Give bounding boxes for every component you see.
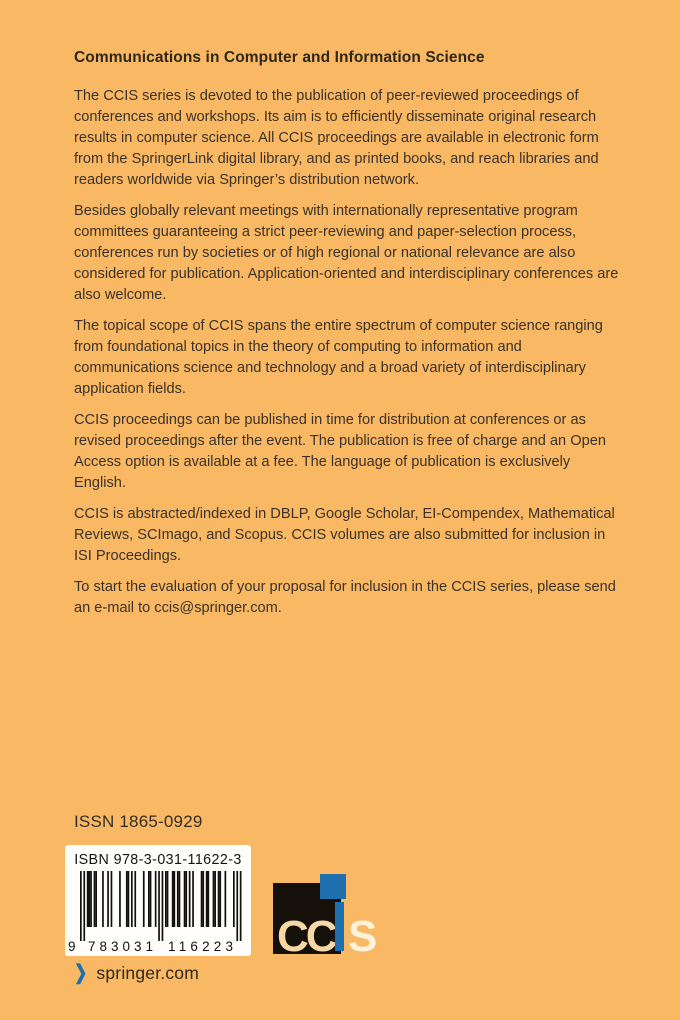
publisher-link-row bbox=[74, 963, 199, 984]
body-paragraph: The CCIS series is devoted to the publication of peer-reviewed proceedings of conferences and workshops. Its aim is to efficiently disseminate original research results in computer science. All CCIS proceedings are available in electronic form from the SpringerLink digital library, and as printed books, and reach libraries and readers worldwide via Springer’s distribution network. bbox=[74, 88, 599, 188]
svg-text:116223: 116223 bbox=[168, 939, 233, 954]
ccis-logo-letter-i-bar bbox=[335, 902, 344, 951]
body-paragraph: CCIS proceedings can be published in time for distribution at conferences or as revised proceedings after the event. The publication is free of charge and an Open Access option is available at a fee. The language of publication is exclusively English. bbox=[74, 412, 606, 491]
issn-label: ISSN 1865-0929 bbox=[74, 812, 203, 831]
blurb-text-block bbox=[74, 49, 622, 629]
series-title: Communications in Computer and Information Science bbox=[74, 49, 485, 66]
ccis-logo-letter-s: S bbox=[348, 912, 378, 956]
svg-text:9: 9 bbox=[68, 939, 76, 954]
ccis-logo bbox=[273, 874, 385, 956]
isbn-barcode-box bbox=[65, 845, 251, 956]
body-paragraph: To start the evaluation of your proposal for inclusion in the CCIS series, please send an e-mail to ccis@springer.com. bbox=[74, 579, 616, 616]
body-paragraph: Besides globally relevant meetings with internationally representative program committees guaranteeing a strict peer-reviewing and paper-selection process, conferences run by societies or of high regional or national relevance are also considered for publication. Application-oriented and interdisciplinary conferences are also welcome. bbox=[74, 203, 619, 303]
body-paragraph: The topical scope of CCIS spans the entire spectrum of computer science ranging from foundational topics in the theory of computing to information and communications science and technology and a broad variety of interdisciplinary application fields. bbox=[74, 318, 603, 397]
svg-text:783031: 783031 bbox=[88, 939, 153, 954]
ccis-logo-blue-square bbox=[320, 874, 346, 899]
chevron-right-icon: ❯ bbox=[74, 962, 88, 984]
springer-site-label: springer.com bbox=[96, 963, 199, 983]
isbn-label: ISBN 978-3-031-11622-3 bbox=[74, 852, 242, 868]
body-paragraph: CCIS is abstracted/indexed in DBLP, Google Scholar, EI-Compendex, Mathematical Reviews, SCImago, and Scopus. CCIS volumes are also submitted for inclusion in ISI Proceedings. bbox=[74, 506, 615, 564]
ean13-barcode bbox=[65, 869, 251, 955]
ccis-logo-letters-cc: CC bbox=[277, 912, 335, 956]
